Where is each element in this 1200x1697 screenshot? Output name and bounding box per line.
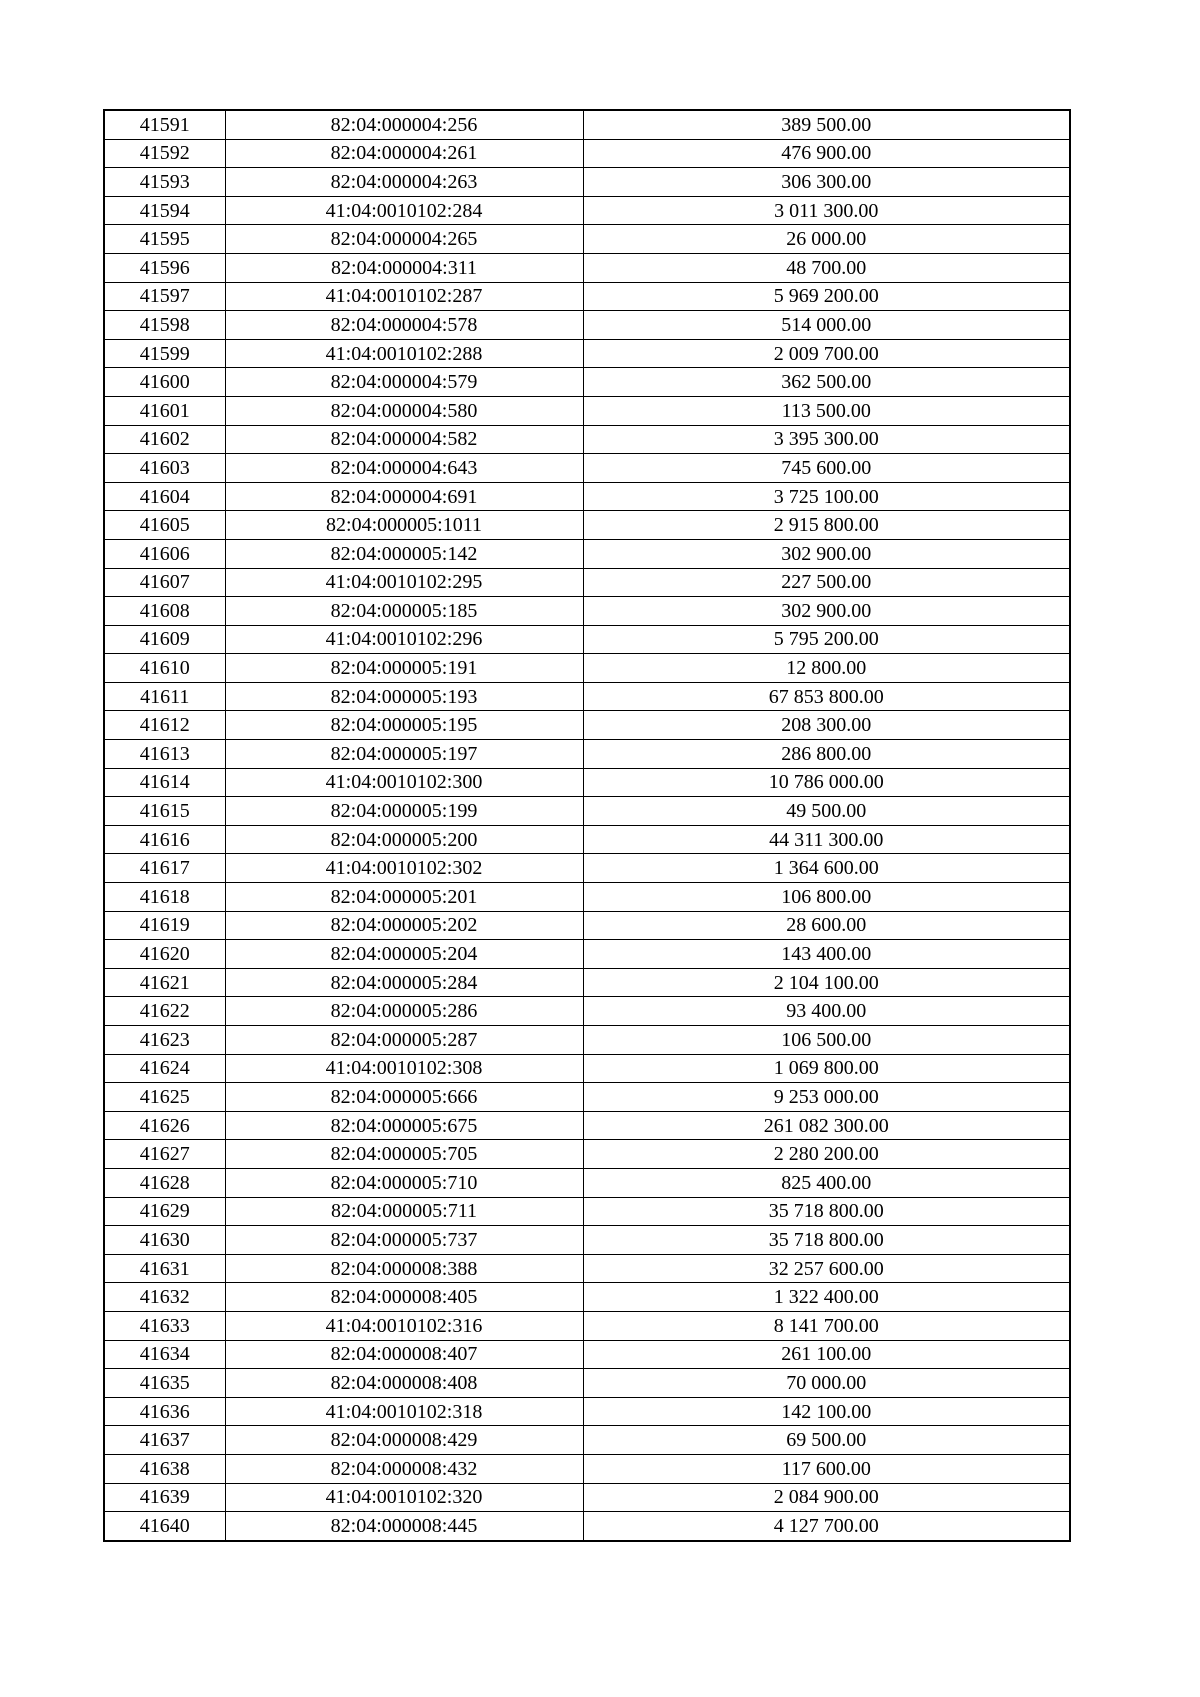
- value-cell: 69 500.00: [583, 1426, 1070, 1455]
- row-number-cell: 41610: [104, 654, 225, 683]
- data-table: [103, 109, 1071, 1542]
- row-number-cell: 41632: [104, 1283, 225, 1312]
- row-number-cell: 41595: [104, 225, 225, 254]
- cadastral-number-cell: 82:04:000005:675: [225, 1111, 583, 1140]
- value-cell: 227 500.00: [583, 568, 1070, 597]
- row-number-cell: 41640: [104, 1512, 225, 1541]
- table-row: [104, 654, 1070, 683]
- value-cell: 113 500.00: [583, 396, 1070, 425]
- row-number-cell: 41611: [104, 682, 225, 711]
- row-number-cell: 41620: [104, 940, 225, 969]
- value-cell: 3 011 300.00: [583, 196, 1070, 225]
- cadastral-number-cell: 82:04:000008:429: [225, 1426, 583, 1455]
- table-row: [104, 282, 1070, 311]
- row-number-cell: 41630: [104, 1226, 225, 1255]
- table-row: [104, 1197, 1070, 1226]
- value-cell: 106 500.00: [583, 1026, 1070, 1055]
- table-row: [104, 1168, 1070, 1197]
- table-row: [104, 425, 1070, 454]
- cadastral-number-cell: 41:04:0010102:295: [225, 568, 583, 597]
- cadastral-number-cell: 82:04:000008:445: [225, 1512, 583, 1541]
- table-row: [104, 110, 1070, 139]
- row-number-cell: 41612: [104, 711, 225, 740]
- value-cell: 745 600.00: [583, 454, 1070, 483]
- value-cell: 3 395 300.00: [583, 425, 1070, 454]
- table-row: [104, 625, 1070, 654]
- table-row: [104, 768, 1070, 797]
- row-number-cell: 41638: [104, 1454, 225, 1483]
- value-cell: 10 786 000.00: [583, 768, 1070, 797]
- cadastral-number-cell: 82:04:000005:197: [225, 740, 583, 769]
- table-row: [104, 339, 1070, 368]
- cadastral-number-cell: 41:04:0010102:284: [225, 196, 583, 225]
- value-cell: 5 795 200.00: [583, 625, 1070, 654]
- cadastral-number-cell: 82:04:000008:408: [225, 1369, 583, 1398]
- table-row: [104, 825, 1070, 854]
- cadastral-number-cell: 82:04:000005:200: [225, 825, 583, 854]
- value-cell: 9 253 000.00: [583, 1083, 1070, 1112]
- value-cell: 286 800.00: [583, 740, 1070, 769]
- table-row: [104, 1226, 1070, 1255]
- value-cell: 5 969 200.00: [583, 282, 1070, 311]
- cadastral-number-cell: 82:04:000005:710: [225, 1168, 583, 1197]
- row-number-cell: 41617: [104, 854, 225, 883]
- value-cell: 389 500.00: [583, 110, 1070, 139]
- cadastral-number-cell: 82:04:000005:284: [225, 968, 583, 997]
- row-number-cell: 41633: [104, 1311, 225, 1340]
- cadastral-number-cell: 82:04:000004:643: [225, 454, 583, 483]
- cadastral-number-cell: 41:04:0010102:287: [225, 282, 583, 311]
- cadastral-number-cell: 82:04:000004:263: [225, 168, 583, 197]
- cadastral-number-cell: 41:04:0010102:288: [225, 339, 583, 368]
- table-row: [104, 368, 1070, 397]
- cadastral-number-cell: 82:04:000004:582: [225, 425, 583, 454]
- cadastral-number-cell: 41:04:0010102:302: [225, 854, 583, 883]
- row-number-cell: 41603: [104, 454, 225, 483]
- table-row: [104, 1283, 1070, 1312]
- row-number-cell: 41596: [104, 253, 225, 282]
- cadastral-number-cell: 41:04:0010102:320: [225, 1483, 583, 1512]
- cadastral-number-cell: 82:04:000005:1011: [225, 511, 583, 540]
- value-cell: 8 141 700.00: [583, 1311, 1070, 1340]
- cadastral-number-cell: 82:04:000004:579: [225, 368, 583, 397]
- cadastral-number-cell: 82:04:000004:691: [225, 482, 583, 511]
- cadastral-number-cell: 82:04:000004:256: [225, 110, 583, 139]
- row-number-cell: 41613: [104, 740, 225, 769]
- row-number-cell: 41637: [104, 1426, 225, 1455]
- cadastral-number-cell: 82:04:000004:265: [225, 225, 583, 254]
- value-cell: 35 718 800.00: [583, 1197, 1070, 1226]
- value-cell: 106 800.00: [583, 883, 1070, 912]
- row-number-cell: 41626: [104, 1111, 225, 1140]
- row-number-cell: 41608: [104, 597, 225, 626]
- cadastral-number-cell: 82:04:000005:666: [225, 1083, 583, 1112]
- cadastral-number-cell: 82:04:000005:204: [225, 940, 583, 969]
- table-row: [104, 997, 1070, 1026]
- row-number-cell: 41597: [104, 282, 225, 311]
- table-row: [104, 711, 1070, 740]
- cadastral-number-cell: 82:04:000005:705: [225, 1140, 583, 1169]
- row-number-cell: 41598: [104, 311, 225, 340]
- table-row: [104, 196, 1070, 225]
- table-row: [104, 568, 1070, 597]
- value-cell: 93 400.00: [583, 997, 1070, 1026]
- row-number-cell: 41635: [104, 1369, 225, 1398]
- row-number-cell: 41615: [104, 797, 225, 826]
- row-number-cell: 41623: [104, 1026, 225, 1055]
- table-row: [104, 139, 1070, 168]
- value-cell: 261 100.00: [583, 1340, 1070, 1369]
- row-number-cell: 41604: [104, 482, 225, 511]
- value-cell: 2 915 800.00: [583, 511, 1070, 540]
- value-cell: 49 500.00: [583, 797, 1070, 826]
- table-row: [104, 1311, 1070, 1340]
- table-row: [104, 1454, 1070, 1483]
- cadastral-number-cell: 82:04:000005:142: [225, 539, 583, 568]
- cadastral-number-cell: 82:04:000005:711: [225, 1197, 583, 1226]
- cadastral-number-cell: 82:04:000005:193: [225, 682, 583, 711]
- table-row: [104, 482, 1070, 511]
- value-cell: 142 100.00: [583, 1397, 1070, 1426]
- cadastral-number-cell: 82:04:000005:195: [225, 711, 583, 740]
- value-cell: 2 104 100.00: [583, 968, 1070, 997]
- row-number-cell: 41631: [104, 1254, 225, 1283]
- value-cell: 261 082 300.00: [583, 1111, 1070, 1140]
- cadastral-number-cell: 82:04:000005:191: [225, 654, 583, 683]
- cadastral-number-cell: 82:04:000005:287: [225, 1026, 583, 1055]
- cadastral-number-cell: 41:04:0010102:296: [225, 625, 583, 654]
- table-row: [104, 1512, 1070, 1541]
- cadastral-number-cell: 82:04:000008:432: [225, 1454, 583, 1483]
- value-cell: 208 300.00: [583, 711, 1070, 740]
- table-row: [104, 1397, 1070, 1426]
- table-row: [104, 1369, 1070, 1398]
- row-number-cell: 41621: [104, 968, 225, 997]
- cadastral-number-cell: 82:04:000004:311: [225, 253, 583, 282]
- cadastral-number-cell: 82:04:000004:580: [225, 396, 583, 425]
- value-cell: 143 400.00: [583, 940, 1070, 969]
- row-number-cell: 41592: [104, 139, 225, 168]
- value-cell: 26 000.00: [583, 225, 1070, 254]
- value-cell: 825 400.00: [583, 1168, 1070, 1197]
- table-row: [104, 854, 1070, 883]
- value-cell: 70 000.00: [583, 1369, 1070, 1398]
- value-cell: 2 009 700.00: [583, 339, 1070, 368]
- table-row: [104, 1026, 1070, 1055]
- row-number-cell: 41606: [104, 539, 225, 568]
- row-number-cell: 41609: [104, 625, 225, 654]
- cadastral-number-cell: 41:04:0010102:318: [225, 1397, 583, 1426]
- value-cell: 3 725 100.00: [583, 482, 1070, 511]
- value-cell: 67 853 800.00: [583, 682, 1070, 711]
- row-number-cell: 41625: [104, 1083, 225, 1112]
- table-row: [104, 225, 1070, 254]
- cadastral-number-cell: 82:04:000005:737: [225, 1226, 583, 1255]
- cadastral-number-cell: 82:04:000008:407: [225, 1340, 583, 1369]
- value-cell: 476 900.00: [583, 139, 1070, 168]
- row-number-cell: 41593: [104, 168, 225, 197]
- row-number-cell: 41619: [104, 911, 225, 940]
- table-row: [104, 454, 1070, 483]
- cadastral-number-cell: 41:04:0010102:300: [225, 768, 583, 797]
- row-number-cell: 41601: [104, 396, 225, 425]
- cadastral-number-cell: 82:04:000005:286: [225, 997, 583, 1026]
- row-number-cell: 41628: [104, 1168, 225, 1197]
- value-cell: 35 718 800.00: [583, 1226, 1070, 1255]
- table-row: [104, 1111, 1070, 1140]
- value-cell: 32 257 600.00: [583, 1254, 1070, 1283]
- row-number-cell: 41629: [104, 1197, 225, 1226]
- value-cell: 302 900.00: [583, 597, 1070, 626]
- value-cell: 1 322 400.00: [583, 1283, 1070, 1312]
- row-number-cell: 41599: [104, 339, 225, 368]
- row-number-cell: 41614: [104, 768, 225, 797]
- value-cell: 44 311 300.00: [583, 825, 1070, 854]
- table-row: [104, 911, 1070, 940]
- table-row: [104, 597, 1070, 626]
- row-number-cell: 41618: [104, 883, 225, 912]
- row-number-cell: 41627: [104, 1140, 225, 1169]
- row-number-cell: 41636: [104, 1397, 225, 1426]
- table-row: [104, 311, 1070, 340]
- value-cell: 362 500.00: [583, 368, 1070, 397]
- row-number-cell: 41594: [104, 196, 225, 225]
- row-number-cell: 41591: [104, 110, 225, 139]
- cadastral-number-cell: 82:04:000005:185: [225, 597, 583, 626]
- row-number-cell: 41607: [104, 568, 225, 597]
- cadastral-number-cell: 82:04:000005:201: [225, 883, 583, 912]
- row-number-cell: 41616: [104, 825, 225, 854]
- table-row: [104, 1083, 1070, 1112]
- table-row: [104, 1254, 1070, 1283]
- table-row: [104, 740, 1070, 769]
- cadastral-number-cell: 82:04:000005:199: [225, 797, 583, 826]
- value-cell: 1 364 600.00: [583, 854, 1070, 883]
- table-row: [104, 1054, 1070, 1083]
- row-number-cell: 41602: [104, 425, 225, 454]
- cadastral-number-cell: 82:04:000008:405: [225, 1283, 583, 1312]
- value-cell: 306 300.00: [583, 168, 1070, 197]
- table-row: [104, 883, 1070, 912]
- table-row: [104, 539, 1070, 568]
- table-body: [104, 110, 1070, 1541]
- value-cell: 1 069 800.00: [583, 1054, 1070, 1083]
- table-row: [104, 968, 1070, 997]
- row-number-cell: 41634: [104, 1340, 225, 1369]
- cadastral-number-cell: 82:04:000008:388: [225, 1254, 583, 1283]
- table-row: [104, 1426, 1070, 1455]
- table-row: [104, 682, 1070, 711]
- table-row: [104, 168, 1070, 197]
- value-cell: 48 700.00: [583, 253, 1070, 282]
- cadastral-number-cell: 41:04:0010102:316: [225, 1311, 583, 1340]
- table-row: [104, 1340, 1070, 1369]
- value-cell: 12 800.00: [583, 654, 1070, 683]
- row-number-cell: 41600: [104, 368, 225, 397]
- row-number-cell: 41624: [104, 1054, 225, 1083]
- row-number-cell: 41622: [104, 997, 225, 1026]
- cadastral-number-cell: 82:04:000004:261: [225, 139, 583, 168]
- table-row: [104, 797, 1070, 826]
- value-cell: 302 900.00: [583, 539, 1070, 568]
- table-row: [104, 1483, 1070, 1512]
- table-row: [104, 511, 1070, 540]
- table-row: [104, 253, 1070, 282]
- row-number-cell: 41605: [104, 511, 225, 540]
- table-row: [104, 1140, 1070, 1169]
- value-cell: 514 000.00: [583, 311, 1070, 340]
- table-row: [104, 396, 1070, 425]
- cadastral-number-cell: 41:04:0010102:308: [225, 1054, 583, 1083]
- value-cell: 2 084 900.00: [583, 1483, 1070, 1512]
- cadastral-number-cell: 82:04:000004:578: [225, 311, 583, 340]
- value-cell: 2 280 200.00: [583, 1140, 1070, 1169]
- value-cell: 28 600.00: [583, 911, 1070, 940]
- value-cell: 4 127 700.00: [583, 1512, 1070, 1541]
- cadastral-number-cell: 82:04:000005:202: [225, 911, 583, 940]
- row-number-cell: 41639: [104, 1483, 225, 1512]
- value-cell: 117 600.00: [583, 1454, 1070, 1483]
- table-row: [104, 940, 1070, 969]
